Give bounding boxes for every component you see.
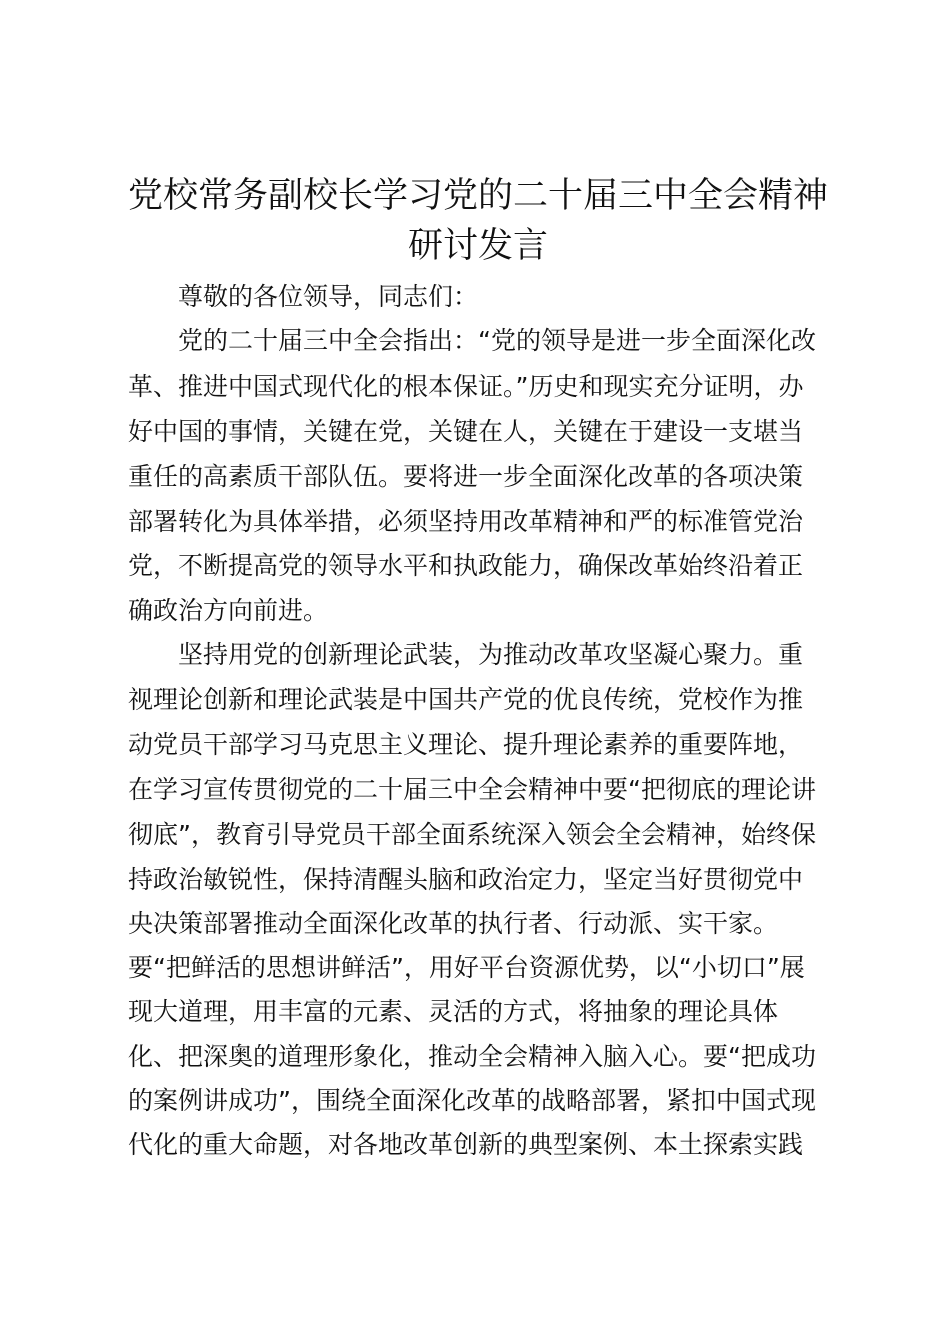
paragraph-1-line-3: 好中国的事情，关键在党，关键在人，关键在于建设一支堪当 xyxy=(128,417,804,446)
paragraph-2-line-6: 持政治敏锐性，保持清醒头脑和政治定力，坚定当好贯彻党中 xyxy=(128,865,804,894)
paragraph-2-line-8: 要“把鲜活的思想讲鲜活”，用好平台资源优势，以“小切口”展 xyxy=(128,953,805,982)
paragraph-2-line-10: 化、把深奥的道理形象化，推动全会精神入脑入心。要“把成功 xyxy=(128,1042,816,1071)
paragraph-2-line-2: 视理论创新和理论武装是中国共产党的优良传统，党校作为推 xyxy=(128,685,804,714)
paragraph-2-line-1: 坚持用党的创新理论武装，为推动改革攻坚凝心聚力。重 xyxy=(178,640,804,669)
paragraph-2-line-4: 在学习宣传贯彻党的二十届三中全会精神中要“把彻底的理论讲 xyxy=(128,775,816,804)
paragraph-1-line-7: 确政治方向前进。 xyxy=(128,596,329,625)
document-title-line-2: 研讨发言 xyxy=(407,226,548,266)
salutation: 尊敬的各位领导，同志们： xyxy=(178,282,479,311)
paragraph-1-line-4: 重任的高素质干部队伍。要将进一步全面深化改革的各项决策 xyxy=(128,462,804,491)
paragraph-2-line-12: 代化的重大命题，对各地改革创新的典型案例、本土探索实践 xyxy=(128,1130,804,1159)
paragraph-1-line-1: 党的二十届三中全会指出：“党的领导是进一步全面深化改 xyxy=(178,326,816,355)
document-title-line-1: 党校常务副校长学习党的二十届三中全会精神 xyxy=(127,176,828,216)
paragraph-2-line-3: 动党员干部学习马克思主义理论、提升理论素养的重要阵地， xyxy=(128,730,804,759)
paragraph-2-line-5: 彻底”，教育引导党员干部全面系统深入领会全会精神，始终保 xyxy=(128,820,816,849)
paragraph-2-line-9: 现大道理，用丰富的元素、灵活的方式，将抽象的理论具体 xyxy=(128,997,779,1026)
paragraph-1-line-2: 革、推进中国式现代化的根本保证。”历史和现实充分证明，办 xyxy=(128,372,804,401)
paragraph-1-line-6: 党，不断提高党的领导水平和执政能力，确保改革始终沿着正 xyxy=(128,551,804,580)
paragraph-2-line-11: 的案例讲成功”，围绕全面深化改革的战略部署，紧扣中国式现 xyxy=(128,1086,816,1115)
paragraph-1-line-5: 部署转化为具体举措，必须坚持用改革精神和严的标准管党治 xyxy=(128,507,804,536)
paragraph-2-line-7: 央决策部署推动全面深化改革的执行者、行动派、实干家。 xyxy=(128,909,779,938)
